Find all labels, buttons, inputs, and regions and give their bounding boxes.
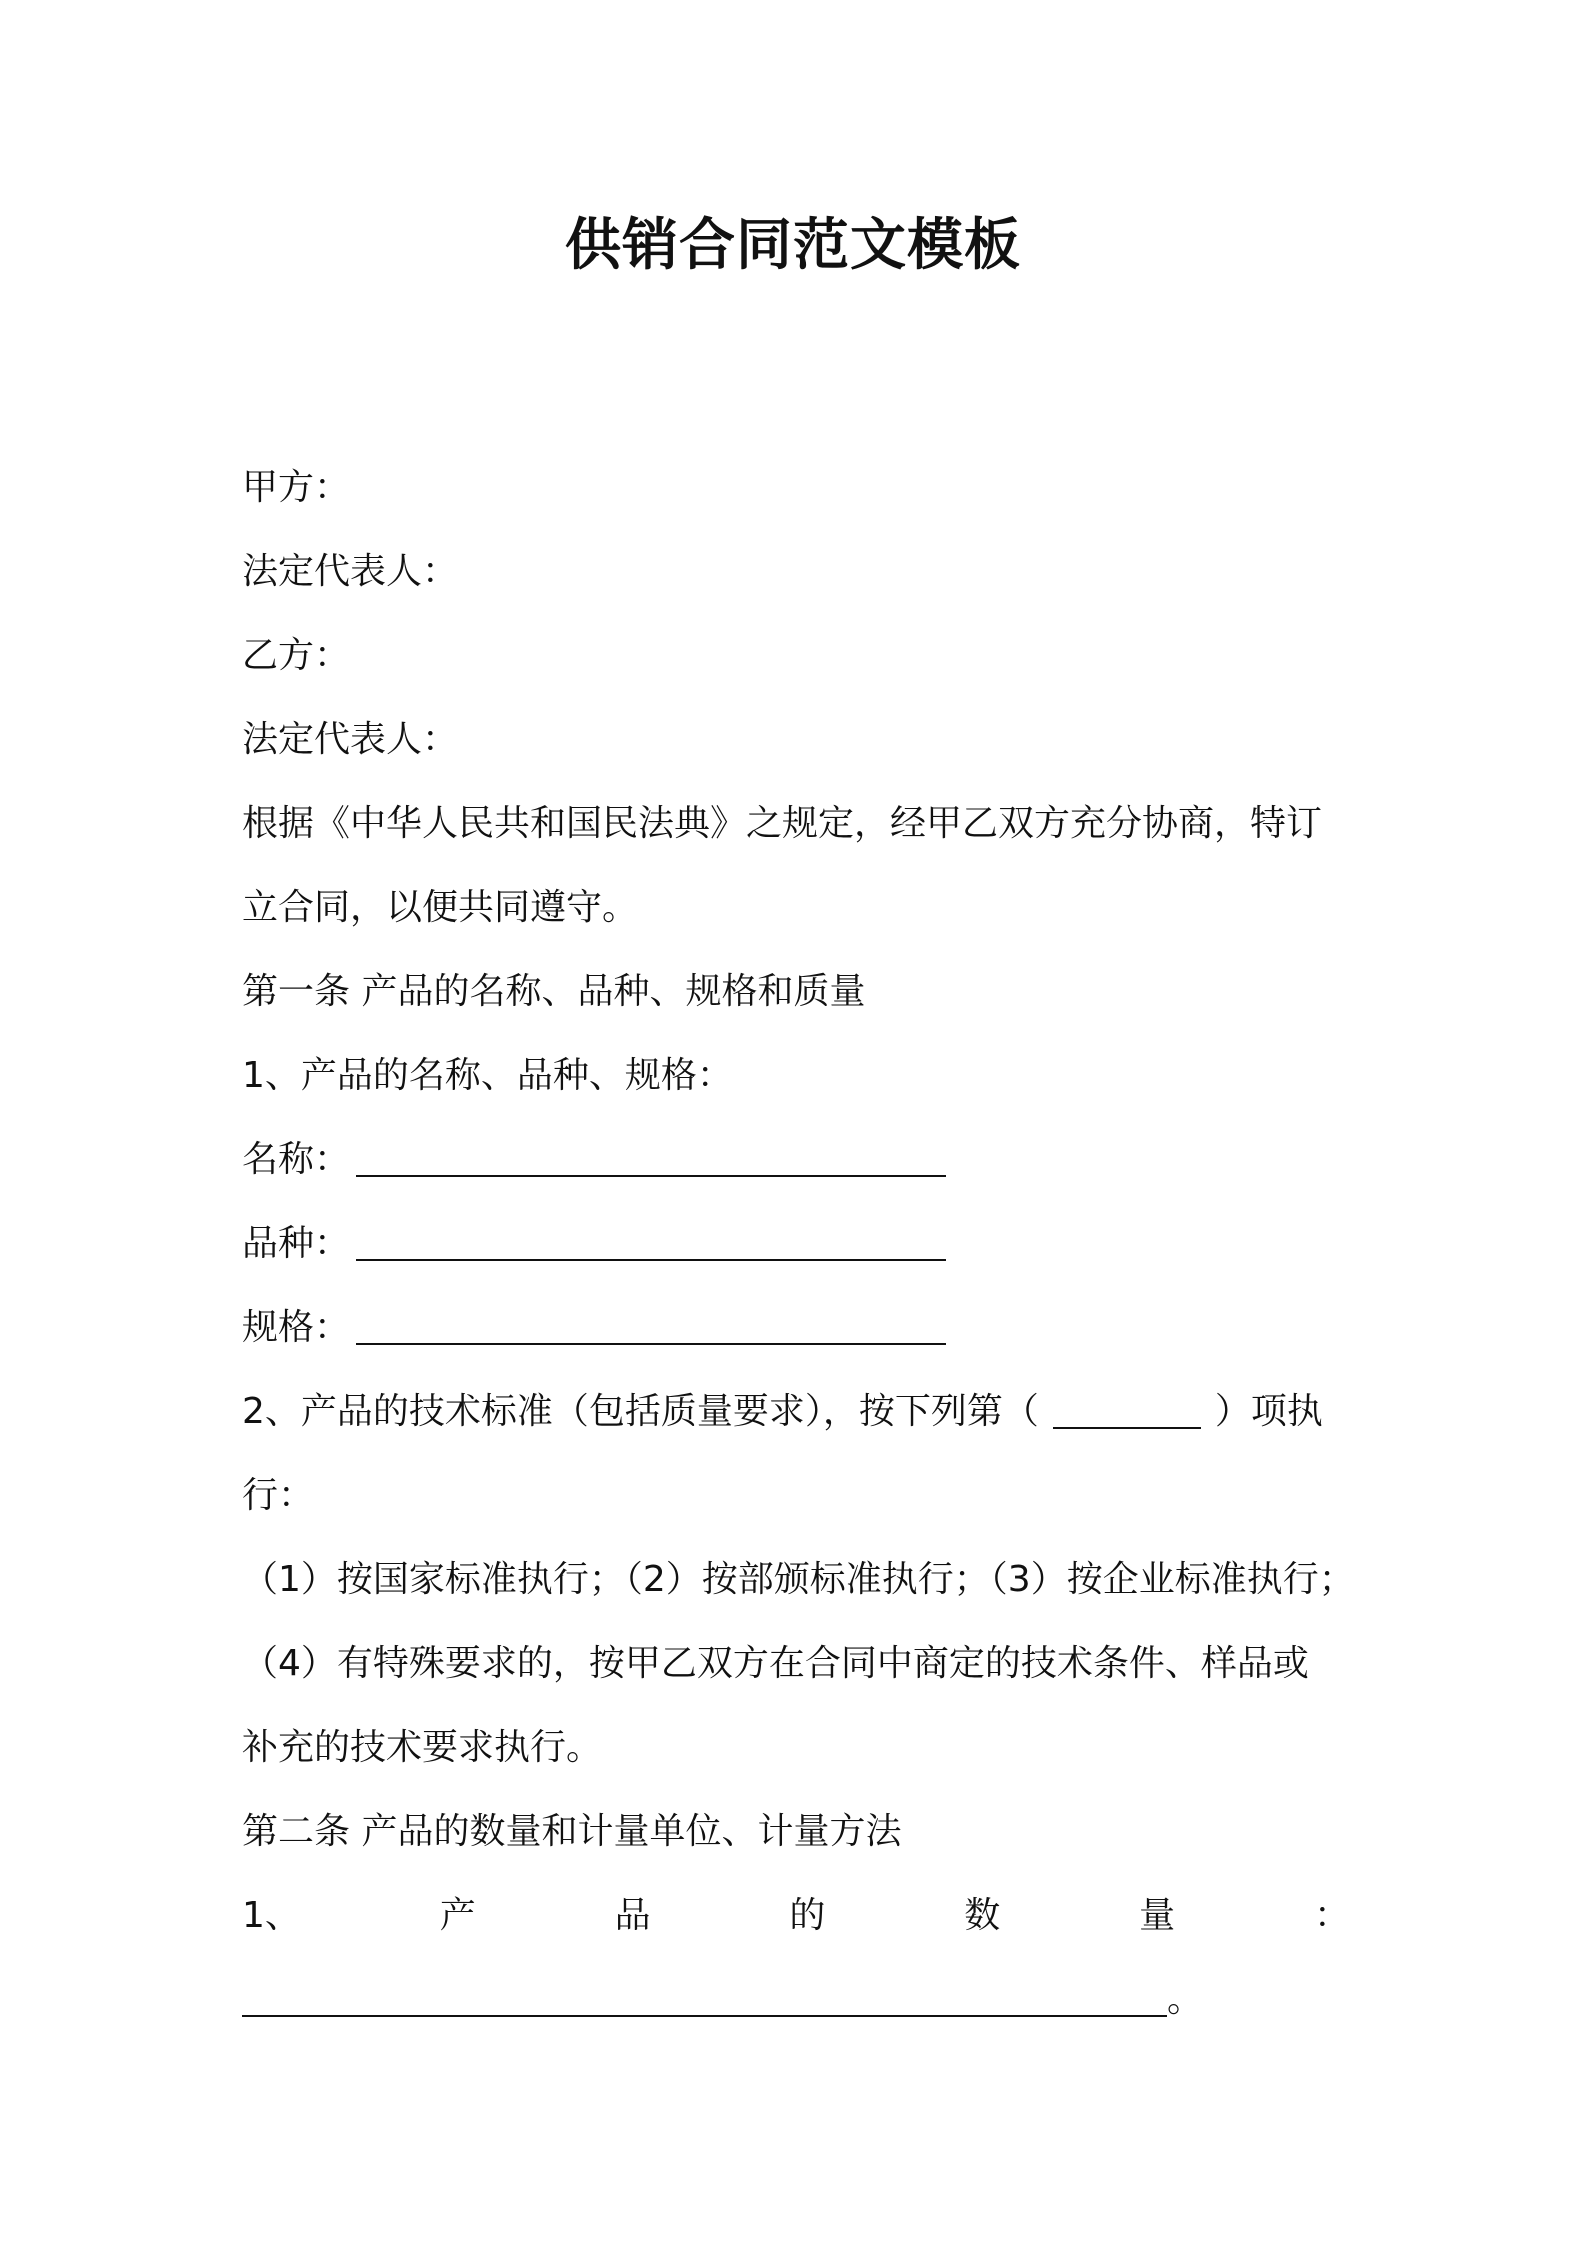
quantity-part: 的 bbox=[789, 1895, 826, 1936]
item-2-text-end: ）项执 bbox=[1214, 1391, 1323, 1432]
item-2-continuation: 行： bbox=[242, 1475, 315, 1516]
party-a-line: 甲方： bbox=[242, 467, 351, 508]
quantity-part: 量 bbox=[1139, 1895, 1176, 1936]
product-name-label: 名称： bbox=[242, 1139, 351, 1180]
quantity-part: 1、 bbox=[242, 1895, 301, 1936]
product-name-line bbox=[242, 1118, 1352, 1202]
product-variety-label: 品种： bbox=[242, 1223, 351, 1264]
document-body bbox=[242, 446, 1355, 2042]
document-title: 供销合同范文模板 bbox=[565, 213, 1021, 278]
product-spec-label: 规格： bbox=[242, 1307, 351, 1348]
standard-options-line-3: 补充的技术要求执行。 bbox=[242, 1727, 603, 1768]
quantity-part: 品 bbox=[614, 1895, 651, 1936]
product-name-blank bbox=[356, 1139, 946, 1177]
item-2-line bbox=[242, 1370, 1352, 1454]
quantity-line bbox=[242, 1874, 1350, 1958]
product-variety-blank bbox=[356, 1223, 946, 1261]
party-b-representative-line: 法定代表人： bbox=[242, 719, 459, 760]
quantity-part: 产 bbox=[439, 1895, 476, 1936]
standard-choice-blank bbox=[1053, 1391, 1201, 1429]
quantity-blank-line bbox=[242, 1958, 1352, 2042]
item-1-line: 1、产品的名称、品种、规格： bbox=[242, 1055, 733, 1096]
article-2-title: 第二条 产品的数量和计量单位、计量方法 bbox=[242, 1811, 902, 1852]
preamble-line-1: 根据《中华人民共和国民法典》之规定，经甲乙双方充分协商，特订 bbox=[242, 803, 1323, 844]
product-variety-line bbox=[242, 1202, 1352, 1286]
product-spec-blank bbox=[356, 1307, 946, 1345]
quantity-blank bbox=[242, 1979, 1167, 2017]
preamble-line-2: 立合同，以便共同遵守。 bbox=[242, 887, 639, 928]
quantity-line-end: 。 bbox=[1167, 1979, 1204, 2020]
party-a-representative-line: 法定代表人： bbox=[242, 551, 459, 592]
quantity-part: ： bbox=[1313, 1895, 1350, 1936]
standard-options-line-2: （4）有特殊要求的，按甲乙双方在合同中商定的技术条件、样品或 bbox=[242, 1643, 1309, 1684]
quantity-part: 数 bbox=[964, 1895, 1001, 1936]
party-b-line: 乙方： bbox=[242, 635, 351, 676]
product-spec-line bbox=[242, 1286, 1352, 1370]
article-1-title: 第一条 产品的名称、品种、规格和质量 bbox=[242, 971, 866, 1012]
item-2-text-start: 2、产品的技术标准（包括质量要求），按下列第（ bbox=[242, 1391, 1039, 1432]
standard-options-line-1: （1）按国家标准执行；（2）按部颁标准执行；（3）按企业标准执行； bbox=[242, 1559, 1355, 1600]
